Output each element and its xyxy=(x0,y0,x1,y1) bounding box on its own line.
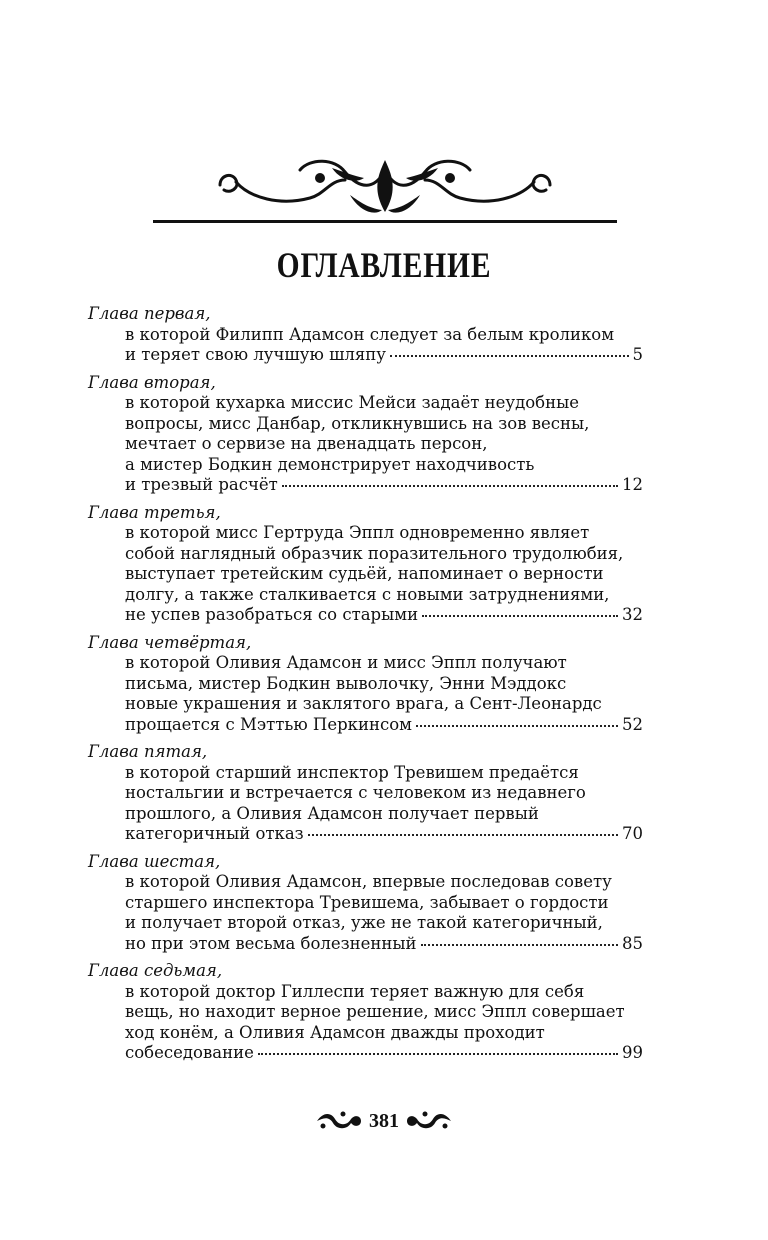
chapter-last-line xyxy=(88,1043,643,1064)
chapter-last-line-text: но при этом весьма болезненный xyxy=(125,933,417,953)
toc-entry-7 xyxy=(88,961,643,1064)
dot-leader xyxy=(258,1052,618,1055)
chapter-description-line: и получает второй отказ, уже не такой категоричный, xyxy=(125,913,603,932)
chapter-label: Глава шестая, xyxy=(88,851,221,871)
chapter-label: Глава третья, xyxy=(88,502,221,522)
footer-flourish-left-icon xyxy=(315,1110,363,1132)
dot-leader xyxy=(416,724,618,727)
chapter-page-number: 99 xyxy=(622,1043,643,1062)
chapter-last-line xyxy=(88,605,643,626)
chapter-last-line-text: и теряет свою лучшую шляпу xyxy=(125,345,387,364)
page-title: ОГЛАВЛЕНИЕ xyxy=(276,245,492,285)
chapter-description-line: в которой доктор Гиллеспи теряет важную для себя xyxy=(125,981,585,1001)
chapter-label: Глава четвёртая, xyxy=(88,632,252,652)
chapter-last-line-text: прощается с Мэттью Перкинсом xyxy=(125,714,412,734)
chapter-last-line-text: и трезвый расчёт xyxy=(125,475,278,494)
chapter-label: Глава пятая, xyxy=(88,742,208,761)
chapter-description-line: в которой старший инспектор Тревишем предаётся xyxy=(125,762,579,782)
chapter-description-line: в которой кухарка миссис Мейси задаёт неудобные xyxy=(125,393,579,412)
chapter-description-line: долгу, а также сталкивается с новыми затруднениями, xyxy=(125,584,610,604)
toc-entry-3 xyxy=(88,503,643,626)
chapter-label: Глава вторая, xyxy=(88,372,216,392)
chapter-page-number: 70 xyxy=(622,824,643,843)
dot-leader xyxy=(390,354,628,357)
toc-entry-1 xyxy=(88,304,643,366)
chapter-description-line: собой наглядный образчик поразительного трудолюбия, xyxy=(125,543,624,563)
chapter-page-number: 12 xyxy=(622,475,643,494)
chapter-description-line: старшего инспектора Тревишема, забывает о гордости xyxy=(125,892,609,912)
chapter-last-line xyxy=(88,824,643,845)
chapter-description-line: в которой Оливия Адамсон и мисс Эппл получают xyxy=(125,653,567,672)
chapter-last-line xyxy=(88,475,643,496)
footer-flourish-right-icon xyxy=(405,1110,453,1132)
toc-entry-5 xyxy=(88,742,643,845)
chapter-description-line: вещь, но находит верное решение, мисс Эппл совершает xyxy=(125,1002,625,1021)
chapter-description-line: в которой Оливия Адамсон, впервые последовав совету xyxy=(125,872,612,891)
toc-entry-4 xyxy=(88,633,643,736)
dot-leader xyxy=(282,484,618,487)
chapter-page-number: 5 xyxy=(632,345,643,364)
dot-leader xyxy=(308,833,618,836)
ornament-flourish-icon xyxy=(150,150,620,230)
chapter-last-line-text: не успев разобраться со старыми xyxy=(125,605,419,624)
table-of-contents xyxy=(88,304,643,1071)
chapter-last-line xyxy=(88,934,643,955)
chapter-last-line xyxy=(88,715,643,736)
dot-leader xyxy=(422,614,618,617)
dot-leader xyxy=(421,943,618,946)
chapter-description-line: мечтает о сервизе на двенадцать персон, xyxy=(125,434,488,453)
toc-entry-6 xyxy=(88,852,643,955)
chapter-label: Глава первая, xyxy=(88,304,211,323)
chapter-description-line: вопросы, мисс Данбар, откликнувшись на зов весны, xyxy=(125,413,590,433)
chapter-description-line: в которой Филипп Адамсон следует за белым кроликом xyxy=(125,324,615,344)
chapter-description-line: новые украшения и заклятого врага, а Сент-Леонардс xyxy=(125,694,602,713)
page-number: 381 xyxy=(369,1109,399,1132)
chapter-page-number: 32 xyxy=(622,605,643,624)
toc-entry-2 xyxy=(88,373,643,496)
chapter-last-line-text: категоричный отказ xyxy=(125,824,304,843)
chapter-page-number: 85 xyxy=(622,933,643,953)
chapter-description-line: в которой мисс Гертруда Эппл одновременно являет xyxy=(125,523,590,542)
chapter-description-line: а мистер Бодкин демонстрирует находчивость xyxy=(125,454,535,474)
chapter-last-line-text: собеседование xyxy=(125,1043,254,1062)
chapter-description-line: письма, мистер Бодкин выволочку, Энни Мэддокс xyxy=(125,673,567,693)
chapter-description-line: выступает третейским судьёй, напоминает о верности xyxy=(125,564,604,583)
chapter-last-line xyxy=(88,345,643,366)
chapter-description-line: ход конём, а Оливия Адамсон дважды проходит xyxy=(125,1022,545,1042)
chapter-page-number: 52 xyxy=(622,714,643,734)
chapter-description-line: прошлого, а Оливия Адамсон получает первый xyxy=(125,803,539,823)
chapter-description-line: ностальгии и встречается с человеком из недавнего xyxy=(125,783,586,802)
chapter-label: Глава седьмая, xyxy=(88,961,223,980)
page-footer xyxy=(0,1106,768,1136)
